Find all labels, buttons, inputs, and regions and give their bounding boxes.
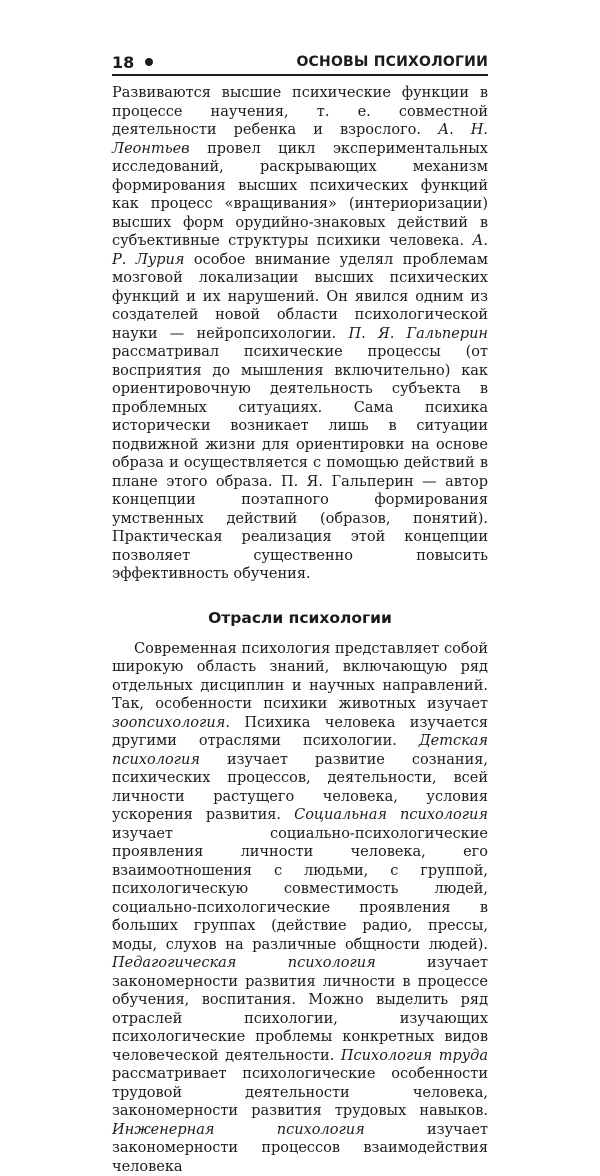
page-number: 18 [112,53,134,72]
page-header [112,50,488,76]
section-heading: Отрасли психологии [112,608,488,628]
discipline-term: Детская психология [112,733,488,768]
discipline-term: Педагогическая психология [112,955,376,971]
text-run: провел цикл экспериментальных исследований, раскрывающих механизм формирования высших психических функций как процесс «вращивания» (интериоризации) высших форм орудийно-знаковых действий в субъективные структуры психики человека. [112,141,488,250]
text-run: Развиваются высшие психические функции в процессе научения, т. е. совместной деятельности ребенка и взрослого. [112,85,488,138]
text-run: рассматривает психологические особенности трудовой деятельности человека, закономерности развития трудовых навыков. [112,1066,488,1119]
text-run: изучает социально-психологические проявления личности человека, его взаимоотношения с людьми, с группой, психологическую совместимость людей, социально-психологические проявления в больших группах (действие радио, прессы, моды, слухов на различные общности людей). [112,826,488,953]
author-name: П. Я. Гальперин [349,326,489,342]
author-name: А. Р. Лурия [112,233,488,268]
intro-paragraph [112,84,488,584]
page-content [112,84,488,1176]
text-run: рассматривал психические процессы (от восприятия до мышления включительно) как ориентировочную деятельность субъекта в проблемных ситуациях. Сама психика исторически возникает лишь в ситуации подвижной жизни для ориентировки на основе образа и осуществляется с помощью действий в плане этого образа. П. Я. Гальперин — автор концепции поэтапного формирования умственных действий (образов, понятий). Практическая реализация этой концепции позволяет существенно повысить эффективность обучения. [112,344,488,582]
text-run: изучает закономерности процессов взаимодействия человека [112,1122,488,1175]
running-title: ОСНОВЫ ПСИХОЛОГИИ [296,54,488,70]
author-name: А. Н. Леонтьев [112,122,488,157]
discipline-term: Инженерная психология [112,1122,365,1138]
discipline-term: Социальная психология [294,807,488,823]
discipline-term: зоопсихология [112,715,225,731]
text-run: Современная психология представляет собой широкую область знаний, включающую ряд отдельных дисциплин и научных направлений. Так, особенности психики животных изучает [112,641,488,713]
bullet-icon [145,58,153,66]
text-run: . Психика человека изучается другими отраслями психологии. [112,715,488,750]
header-rule [112,74,488,76]
text-run: изучает развитие сознания, психических процессов, деятельности, всей личности растущего человека, условия ускорения развития. [112,752,488,824]
text-run: изучает закономерности развития личности в процессе обучения, воспитания. Можно выделить ряд отраслей психологии, изучающих психологические проблемы конкретных видов человеческой деятельности. [112,955,488,1064]
section-paragraph [112,640,488,1176]
text-run: особое внимание уделял проблемам мозговой локализации высших психических функций и их нарушений. Он явился одним из создателей новой области психологической науки — нейропсихологии. [112,252,488,342]
discipline-term: Психология труда [341,1048,488,1064]
